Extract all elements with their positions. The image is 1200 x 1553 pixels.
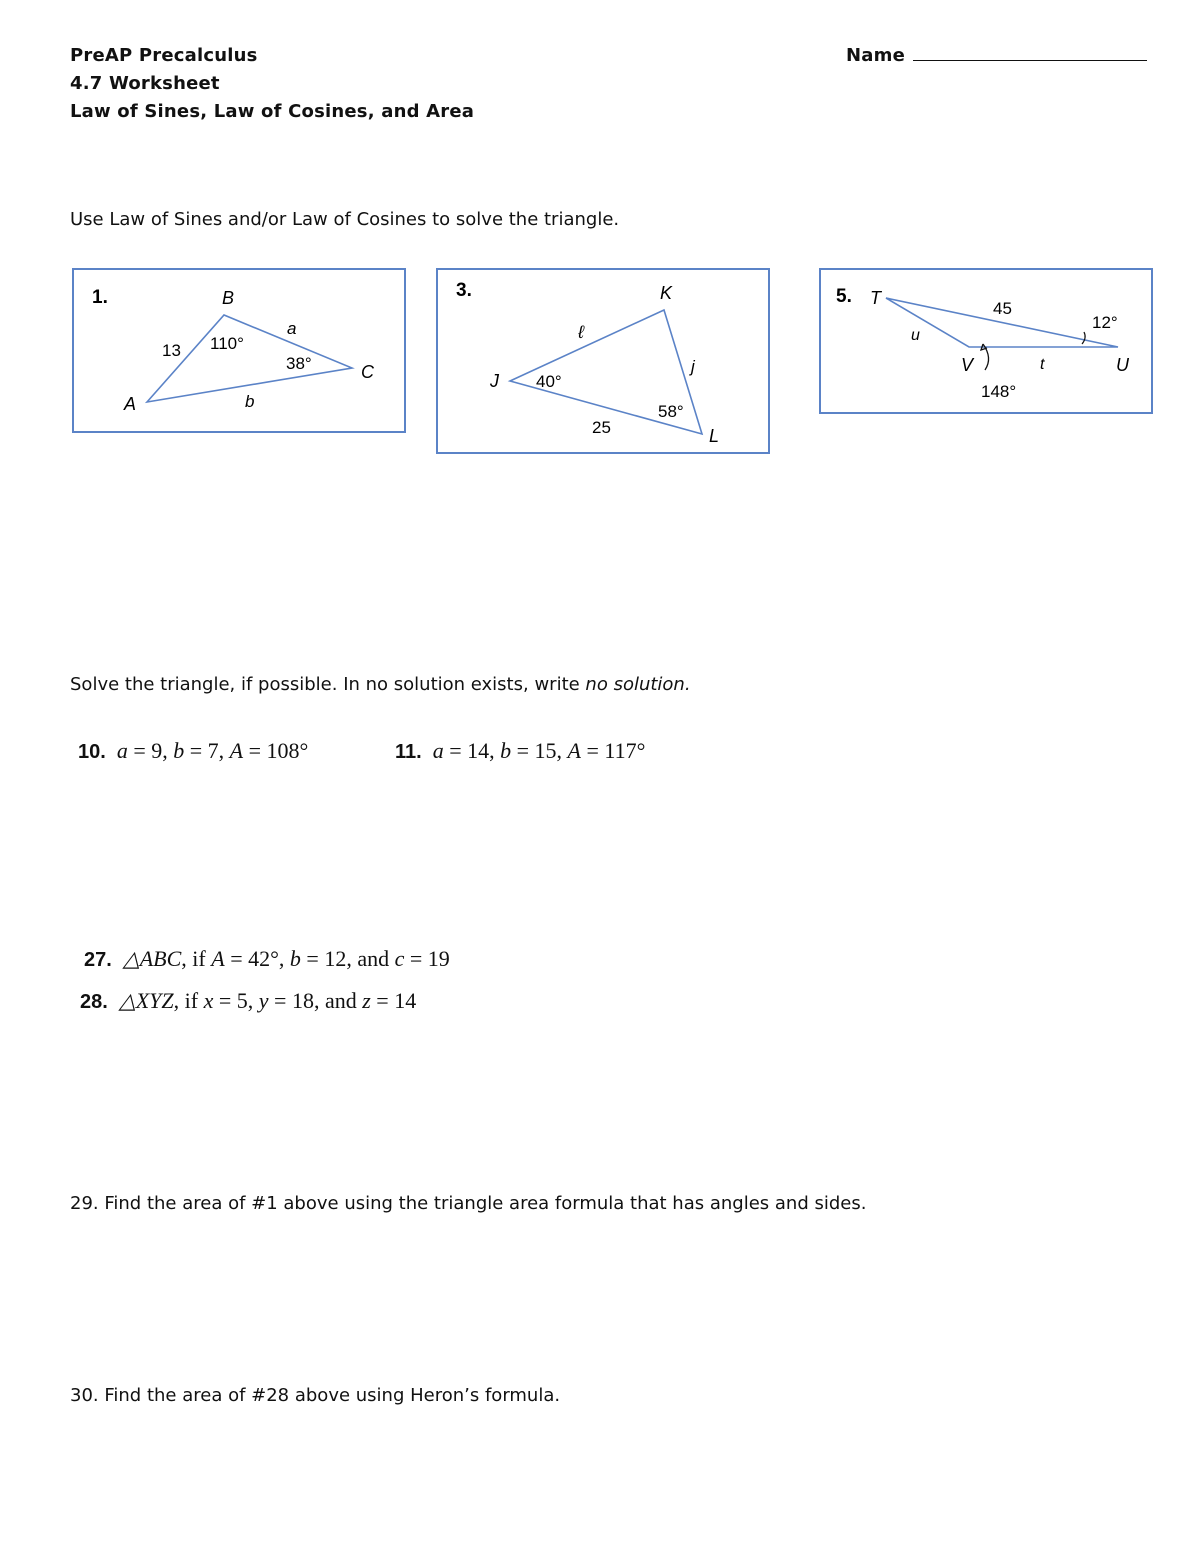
value: = 14 — [370, 988, 417, 1013]
vertex-b-label: B — [222, 288, 235, 308]
problem-28 — [80, 988, 416, 1014]
figure-3-number: 3. — [456, 280, 472, 301]
var-z: z — [362, 988, 371, 1013]
vertex-k-label: K — [660, 283, 673, 303]
vertex-l-label: L — [709, 426, 720, 446]
angle-j-label: 40° — [536, 372, 562, 391]
value: = 18, and — [268, 988, 363, 1013]
section2-instruction-italic: no solution. — [585, 674, 691, 695]
name-line[interactable] — [913, 46, 1147, 61]
figure-3-box — [436, 268, 770, 454]
angle-u-label: 12° — [1092, 313, 1118, 332]
problem-11-number: 11. — [395, 741, 422, 763]
value: = 7, — [184, 738, 230, 763]
angle-u-arc — [1082, 332, 1085, 344]
problem-10 — [78, 738, 308, 764]
side-j-label: j — [691, 357, 695, 376]
text: , if — [173, 988, 204, 1013]
side-a-label: a — [287, 319, 297, 338]
problem-28-number: 28. — [80, 991, 108, 1013]
angle-c-label: 38° — [286, 354, 312, 373]
question-30: 30. Find the area of #28 above using Heron’s formula. — [70, 1385, 561, 1406]
angle-l-label: 58° — [658, 402, 684, 421]
side-ab-label: 13 — [162, 341, 181, 360]
var-A: A — [229, 738, 244, 763]
vertex-u-label: U — [1116, 355, 1129, 375]
vertex-v-label: V — [961, 355, 974, 375]
figure-1-box — [72, 268, 406, 433]
topic-title: Law of Sines, Law of Cosines, and Area — [70, 101, 475, 122]
side-u-label: u — [911, 327, 920, 344]
var-b: b — [289, 946, 301, 971]
angle-v-label: 148° — [981, 382, 1017, 401]
vertex-t-label: T — [870, 288, 881, 308]
value: = 42°, — [224, 946, 290, 971]
value: = 117° — [581, 738, 646, 763]
value: = 15, — [511, 738, 568, 763]
triangle-abc-diagram — [74, 270, 404, 431]
side-tu-label: 45 — [993, 299, 1012, 318]
value: = 5, — [213, 988, 259, 1013]
figure-5-box — [819, 268, 1153, 414]
value: = 108° — [243, 738, 309, 763]
question-29: 29. Find the area of #1 above using the triangle area formula that has angles and sides. — [70, 1193, 867, 1214]
course-title: PreAP Precalculus — [70, 45, 258, 66]
var-A: A — [567, 738, 581, 763]
side-t-label: t — [1040, 356, 1045, 373]
name-field[interactable] — [846, 45, 1147, 66]
worksheet-title: 4.7 Worksheet — [70, 73, 220, 94]
section2-instruction — [70, 674, 691, 695]
side-b-label: b — [245, 392, 255, 411]
triangle-name: △XYZ — [118, 988, 174, 1013]
problem-27-number: 27. — [84, 949, 112, 971]
figure-5-number: 5. — [836, 286, 852, 307]
vertex-j-label: J — [490, 371, 499, 391]
triangle-tuv-diagram — [821, 270, 1151, 412]
triangle-jkl-diagram — [438, 270, 768, 452]
name-label: Name — [846, 45, 905, 66]
var-A: A — [211, 946, 225, 971]
side-jl-label: 25 — [592, 418, 611, 437]
var-a: a — [116, 738, 128, 763]
problem-10-number: 10. — [78, 741, 106, 763]
section2-instruction-text: Solve the triangle, if possible. In no solution exists, write — [70, 674, 586, 695]
value: = 19 — [404, 946, 450, 971]
var-x: x — [203, 988, 214, 1013]
section1-instruction: Use Law of Sines and/or Law of Cosines to solve the triangle. — [70, 209, 620, 230]
var-b: b — [500, 738, 512, 763]
value: = 9, — [127, 738, 174, 763]
problem-11 — [395, 738, 645, 764]
side-l-label: ℓ — [578, 322, 584, 342]
vertex-c-label: C — [361, 362, 374, 382]
figure-1-number: 1. — [92, 287, 108, 308]
text: , if — [181, 946, 212, 971]
problem-27 — [84, 946, 450, 972]
var-a: a — [432, 738, 444, 763]
vertex-a-label: A — [124, 394, 137, 414]
angle-b-label: 110° — [210, 334, 244, 353]
var-b: b — [173, 738, 185, 763]
value: = 14, — [443, 738, 501, 763]
triangle-name: △ABC — [122, 946, 182, 971]
value: = 12, and — [300, 946, 395, 971]
var-c: c — [394, 946, 405, 971]
var-y: y — [258, 988, 269, 1013]
